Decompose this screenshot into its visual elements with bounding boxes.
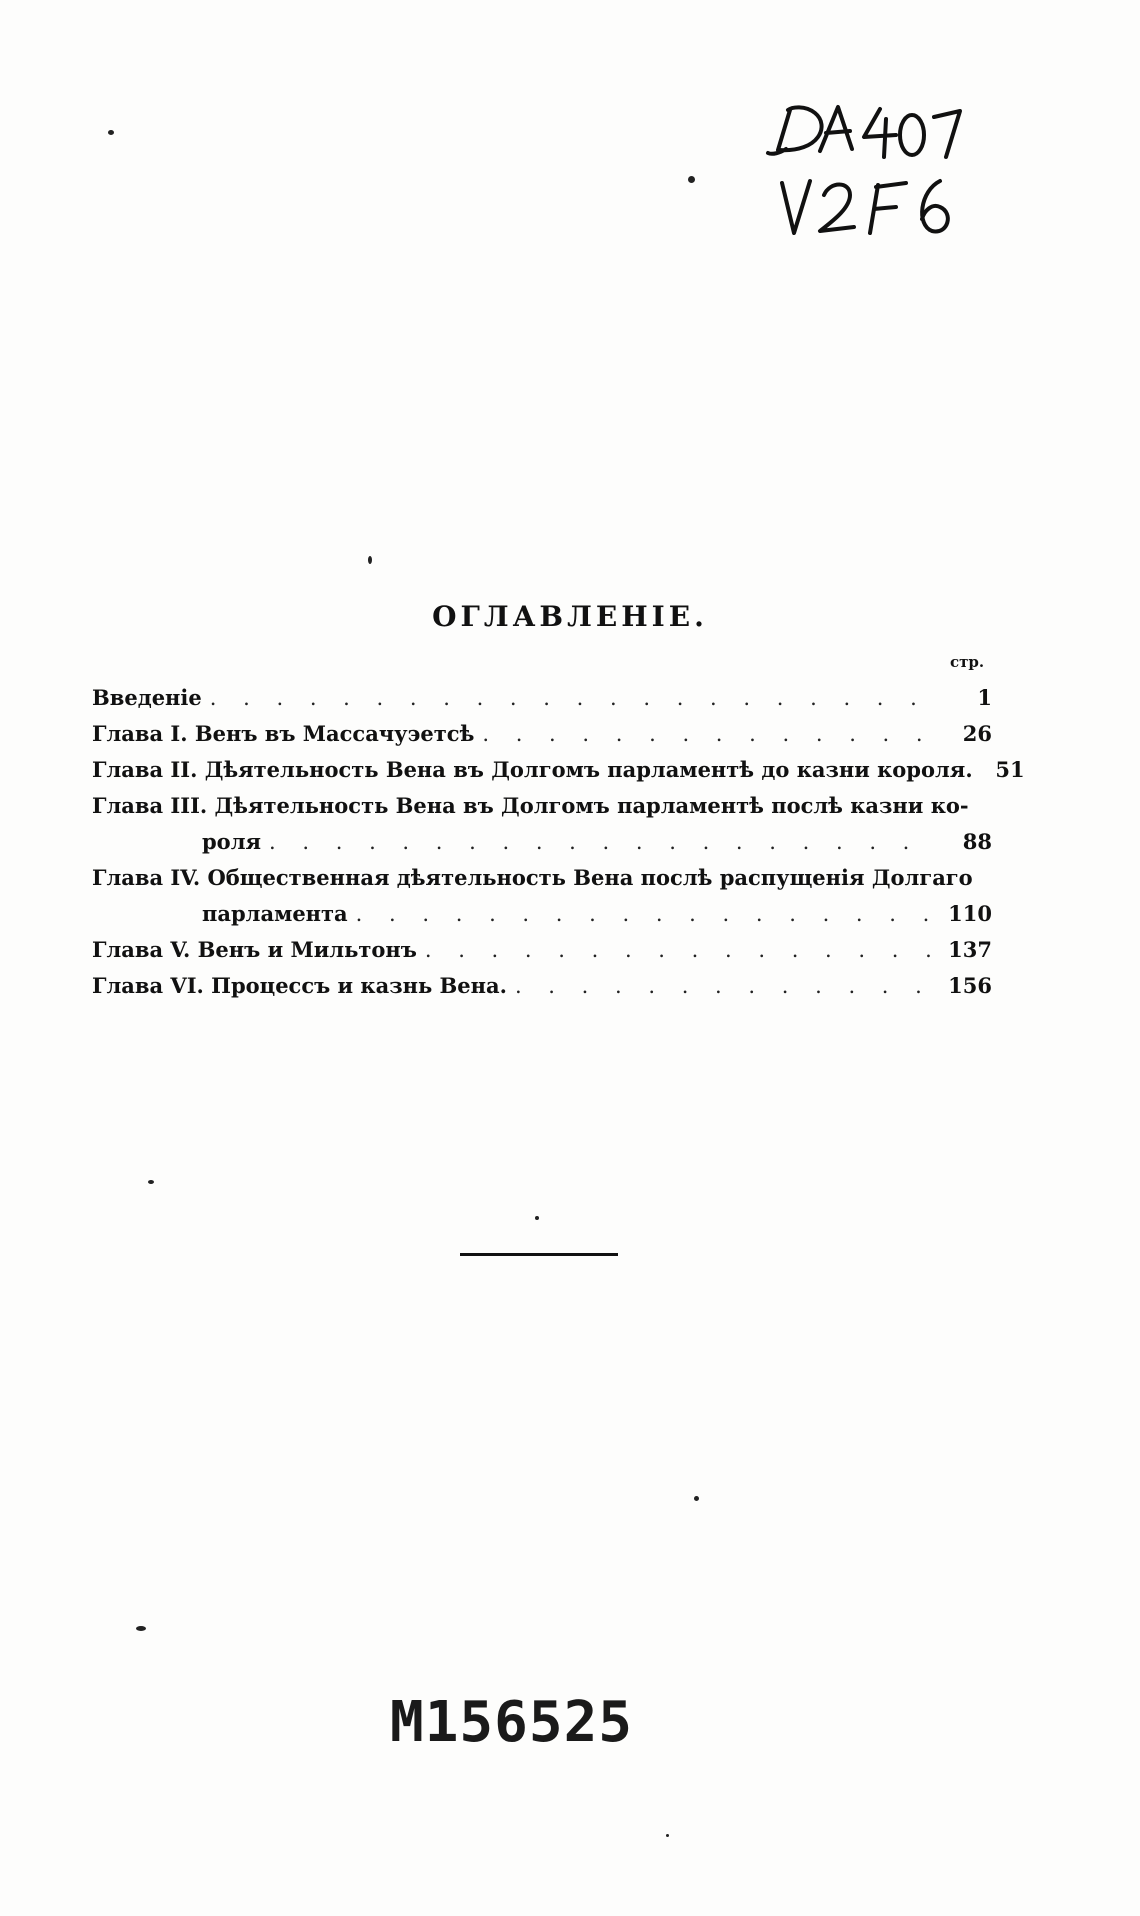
toc-entry-page: 88 — [962, 829, 992, 854]
scan-speck — [136, 1626, 146, 1631]
handwritten-call-number — [760, 95, 1010, 245]
leader-dots — [515, 968, 932, 1004]
toc-row — [92, 716, 992, 752]
scan-speck — [666, 1834, 669, 1837]
toc-entry-page: 110 — [948, 901, 992, 926]
toc-entry-page: 1 — [977, 685, 992, 710]
divider-rule — [460, 1253, 618, 1256]
scan-speck — [694, 1496, 699, 1501]
toc-entry-page: 51 — [995, 757, 1025, 782]
toc-entry-page: 156 — [948, 973, 992, 998]
scan-speck — [108, 130, 114, 135]
toc-entry-text: Глава IV. Общественная дѣятельность Вена послѣ распущенія Долгаго — [92, 865, 973, 890]
toc-entry-text: Глава I. Венъ въ Массачуэетсѣ — [92, 721, 475, 746]
toc-row — [92, 968, 992, 1004]
scan-speck — [148, 1180, 154, 1184]
toc-row — [92, 860, 992, 896]
toc-entry-text: Глава V. Венъ и Мильтонъ — [92, 937, 417, 962]
toc-entry-text: Глава VI. Процессъ и казнь Вена. — [92, 973, 507, 998]
leader-dots — [356, 896, 932, 932]
leader-dots — [425, 932, 932, 968]
toc-entry-text: Глава III. Дѣятельность Вена въ Долгомъ парламентѣ послѣ казни ко- — [92, 793, 969, 818]
toc-entry-text: Введеніе — [92, 685, 202, 710]
toc-entry-text: роля — [202, 829, 262, 854]
toc-entry-page: 26 — [962, 721, 992, 746]
toc-row — [92, 680, 992, 716]
page-column-label: стр. — [950, 653, 985, 671]
toc-row-continuation — [92, 824, 992, 860]
toc-row-continuation — [92, 896, 992, 932]
table-of-contents — [92, 680, 1025, 1004]
leader-dots — [269, 824, 932, 860]
scan-speck — [535, 1216, 539, 1220]
scan-speck — [368, 556, 372, 564]
leader-dots — [210, 680, 932, 716]
library-stamp-number: M156525 — [390, 1690, 634, 1755]
leader-dots — [482, 716, 932, 752]
toc-entry-text: парламента — [202, 901, 348, 926]
toc-entry-text: Глава II. Дѣятельность Вена въ Долгомъ парламентѣ до казни короля. — [92, 757, 973, 782]
toc-row — [92, 932, 992, 968]
scan-speck — [688, 176, 695, 183]
toc-row — [92, 788, 992, 824]
handwritten-call-number-drawing — [760, 95, 1010, 245]
toc-entry-page: 137 — [948, 937, 992, 962]
toc-title: ОГЛАВЛЕНІЕ. — [432, 600, 708, 633]
toc-row — [92, 752, 1025, 788]
